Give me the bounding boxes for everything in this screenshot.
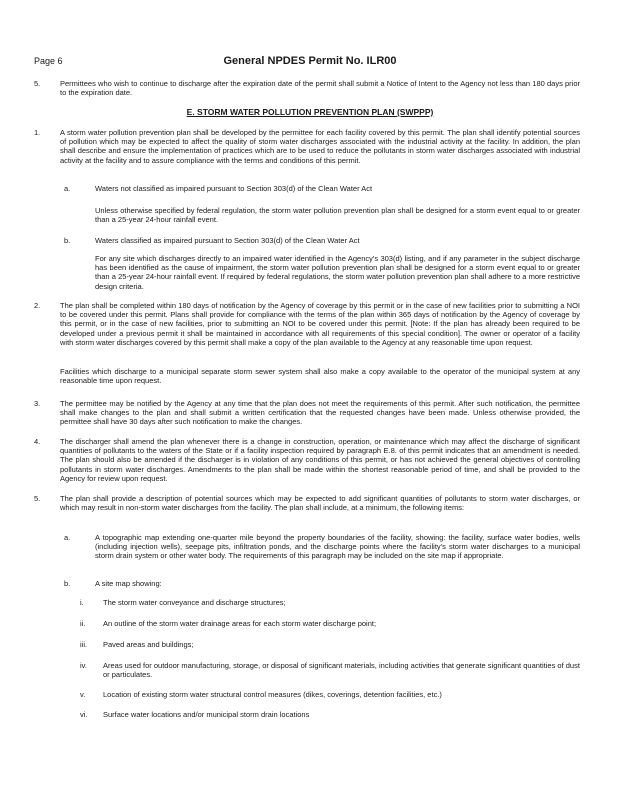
paragraph: Permittees who wish to continue to discharge after the expiration date of the permit shall submit a Notice of Intent to the Agency not less than 180 days prior to the expiration date. (60, 79, 580, 98)
sub-title: Waters not classified as impaired pursuant to Section 303(d) of the Clean Water Act (95, 184, 373, 193)
roman-numeral: iv. (80, 661, 87, 670)
sub-letter: a. (64, 533, 71, 542)
sub-paragraph: For any site which discharges directly to an impaired water identified in the Agency's 303(d) listing, and if any parameter in the subject discharge has been identified as the cause of impairment, the storm water pollution prevention plan shall be designed for a storm event equal to or greater than a 25-year 24-hour rainfall event. If required by federal regulations, the storm water pollution prevention plan shall adhere to a more restrictive design criteria. (95, 254, 580, 291)
paragraph: The plan shall provide a description of potential sources which may be expected to add significant quantities of pollutants to storm water discharges, or which may result in non-storm water discharges from the facility. The plan shall include, at a minimum, the following items: (60, 494, 580, 513)
paragraph: The discharger shall amend the plan whenever there is a change in construction, operation, or maintenance which may affect the discharge of significant quantities of pollutants to the waters of the State or if a facility inspection required by paragraph E.8. of this permit indicates that an amendment is needed. The plan should also be amended if the discharger is in violation of any conditions of this permit, or has not achieved the general objectives of controlling pollutants in storm water discharges. Amendments to the plan shall be made within the shortest reasonable period of time, and shall be provided to the Agency for review upon request. (60, 437, 580, 483)
list-item: The storm water conveyance and discharge structures; (103, 598, 286, 607)
item-number: 5. (34, 79, 41, 88)
item-number: 4. (34, 437, 41, 446)
section-heading: E. STORM WATER POLLUTION PREVENTION PLAN (SWPPP) (186, 107, 434, 117)
page-title: General NPDES Permit No. ILR00 (223, 55, 397, 67)
roman-numeral: v. (80, 690, 86, 699)
item-number: 1. (34, 128, 41, 137)
sub-paragraph: Unless otherwise specified by federal regulation, the storm water pollution prevention plan shall be designed for a storm event equal to or greater than a 25-year 24-hour rainfall event. (95, 206, 580, 225)
roman-numeral: i. (80, 598, 84, 607)
list-item: An outline of the storm water drainage areas for each storm water discharge point; (103, 619, 377, 628)
sub-letter: b. (64, 236, 71, 245)
sub-letter: b. (64, 579, 71, 588)
list-item: Surface water locations and/or municipal storm drain locations (103, 710, 310, 719)
item-number: 2. (34, 301, 41, 310)
sub-title: Waters classified as impaired pursuant to Section 303(d) of the Clean Water Act (95, 236, 360, 245)
roman-numeral: vi. (80, 710, 88, 719)
sub-letter: a. (64, 184, 71, 193)
paragraph: The permittee may be notified by the Agency at any time that the plan does not meet the requirements of this permit. After such notification, the permittee shall make changes to the plan and shall submit a written certification that the requested changes have been made. Unless otherwise provided, the permittee shall have 30 days after such notification to make the changes. (60, 399, 580, 427)
paragraph: The plan shall be completed within 180 days of notification by the Agency of coverage by this permit or in the case of new facilities prior to submitting a NOI to be covered under this permit. Plans shall provide for compliance with the terms of the plan within 365 days of notification by the Agency of coverage by this permit, or in the case of new facilities, prior to submitting an NOI to be covered under this permit. [Note: If the plan has already been required to be developed under a previous permit it shall be maintained in accordance with all requirements of this special condition]. The owner or operator of a facility with storm water discharges covered by this permit shall make a copy of the plan available to the Agency at any reasonable time upon request. (60, 301, 580, 347)
item-number: 3. (34, 399, 41, 408)
item-number: 5. (34, 494, 41, 503)
sub-paragraph: A site map showing: (95, 579, 162, 588)
sub-paragraph: A topographic map extending one-quarter mile beyond the property boundaries of the facility, showing: the facility, surface water bodies, wells (including injection wells), seepage pits, infiltration ponds, and the discharge points where the facility's storm water discharges to a municipal storm drain system or other water body. The requirements of this paragraph may be included on the site map if appropriate. (95, 533, 580, 561)
list-item: Areas used for outdoor manufacturing, storage, or disposal of significant materials, including activities that generate significant quantities of dust or particulates. (103, 661, 580, 680)
roman-numeral: iii. (80, 640, 88, 649)
paragraph: A storm water pollution prevention plan shall be developed by the permittee for each facility covered by this permit. The plan shall identify potential sources of pollution which may be expected to affect the quality of storm water discharges associated with the industrial activity at the facility. In addition, the plan shall describe and ensure the implementation of practices which are to be used to reduce the pollutants in storm water discharges associated with industrial activity at the facility and to assure compliance with the terms and conditions of this permit. (60, 128, 580, 165)
paragraph: Facilities which discharge to a municipal separate storm sewer system shall also make a copy available to the operator of the municipal system at any reasonable time upon request. (60, 367, 580, 386)
list-item: Location of existing storm water structural control measures (dikes, coverings, detention facilities, etc.) (103, 690, 442, 699)
list-item: Paved areas and buildings; (103, 640, 194, 649)
roman-numeral: ii. (80, 619, 86, 628)
page-number: Page 6 (34, 56, 63, 66)
